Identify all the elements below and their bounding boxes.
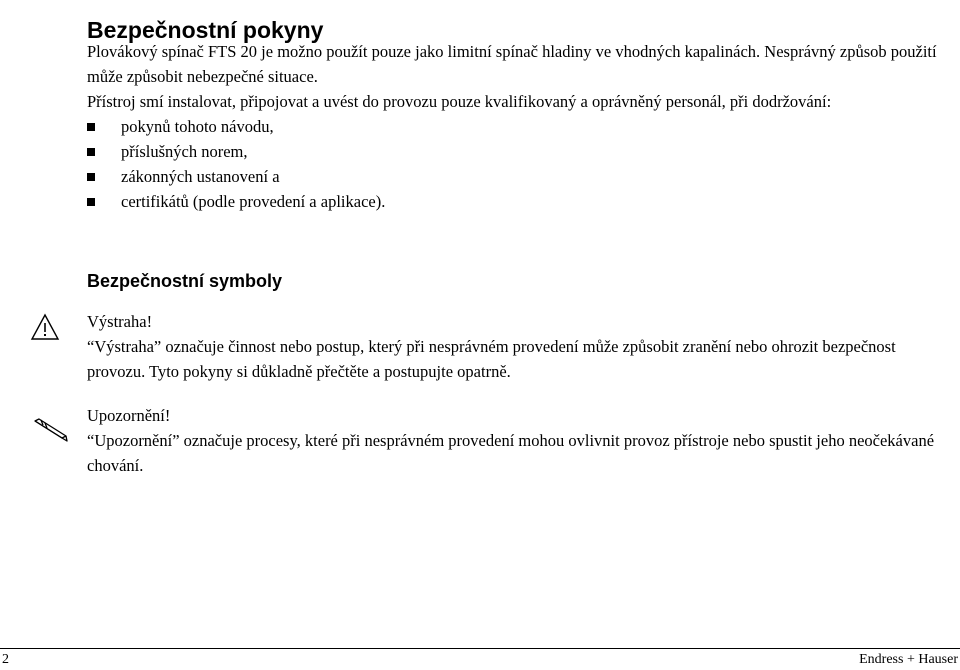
requirements-list [87,114,946,214]
note-block [87,403,946,478]
list-item-text: certifikátů (podle provedení a aplikace). [121,192,386,211]
list-item-text: zákonných ustanovení a [121,167,280,186]
list-item-text: příslušných norem, [121,142,248,161]
list-item [87,189,946,214]
footer-brand: Endress + Hauser [859,652,958,667]
list-item-text: pokynů tohoto návodu, [121,117,274,136]
warning-text: “Výstraha” označuje činnost nebo postup, který při nesprávném provedení může způsobit zranění nebo ohrozit bezpečnost provozu. Tyto pokyny si důkladně přečtěte a postupujte opatrně. [87,337,896,381]
warning-block [87,309,946,384]
page-number: 2 [2,652,9,667]
note-heading: Upozornění! [87,406,171,425]
bullet-icon [87,148,95,156]
bullet-icon [87,173,95,181]
pencil-icon [33,418,69,444]
list-item [87,114,946,139]
bullet-icon [87,198,95,206]
page-title: Bezpečnostní pokyny [87,17,324,44]
warning-heading: Výstraha! [87,312,153,331]
footer-divider [0,648,960,649]
intro-section [87,39,946,214]
section-heading-safety-symbols: Bezpečnostní symboly [87,270,283,291]
list-item [87,164,946,189]
intro-paragraph-personnel: Přístroj smí instalovat, připojovat a uvést do provozu pouze kvalifikovaný a oprávněný personál, při dodržování: [87,92,832,111]
list-item [87,139,946,164]
warning-triangle-icon [30,313,60,341]
intro-paragraph-usage: Plovákový spínač FTS 20 je možno použít pouze jako limitní spínač hladiny ve vhodných kapalinách. Nesprávný způsob použití může způsobit nebezpečné situace. [87,42,937,86]
bullet-icon [87,123,95,131]
note-text: “Upozornění” označuje procesy, které při nesprávném provedení mohou ovlivnit provoz přístroje nebo spustit jeho neočekávané chování. [87,431,935,475]
